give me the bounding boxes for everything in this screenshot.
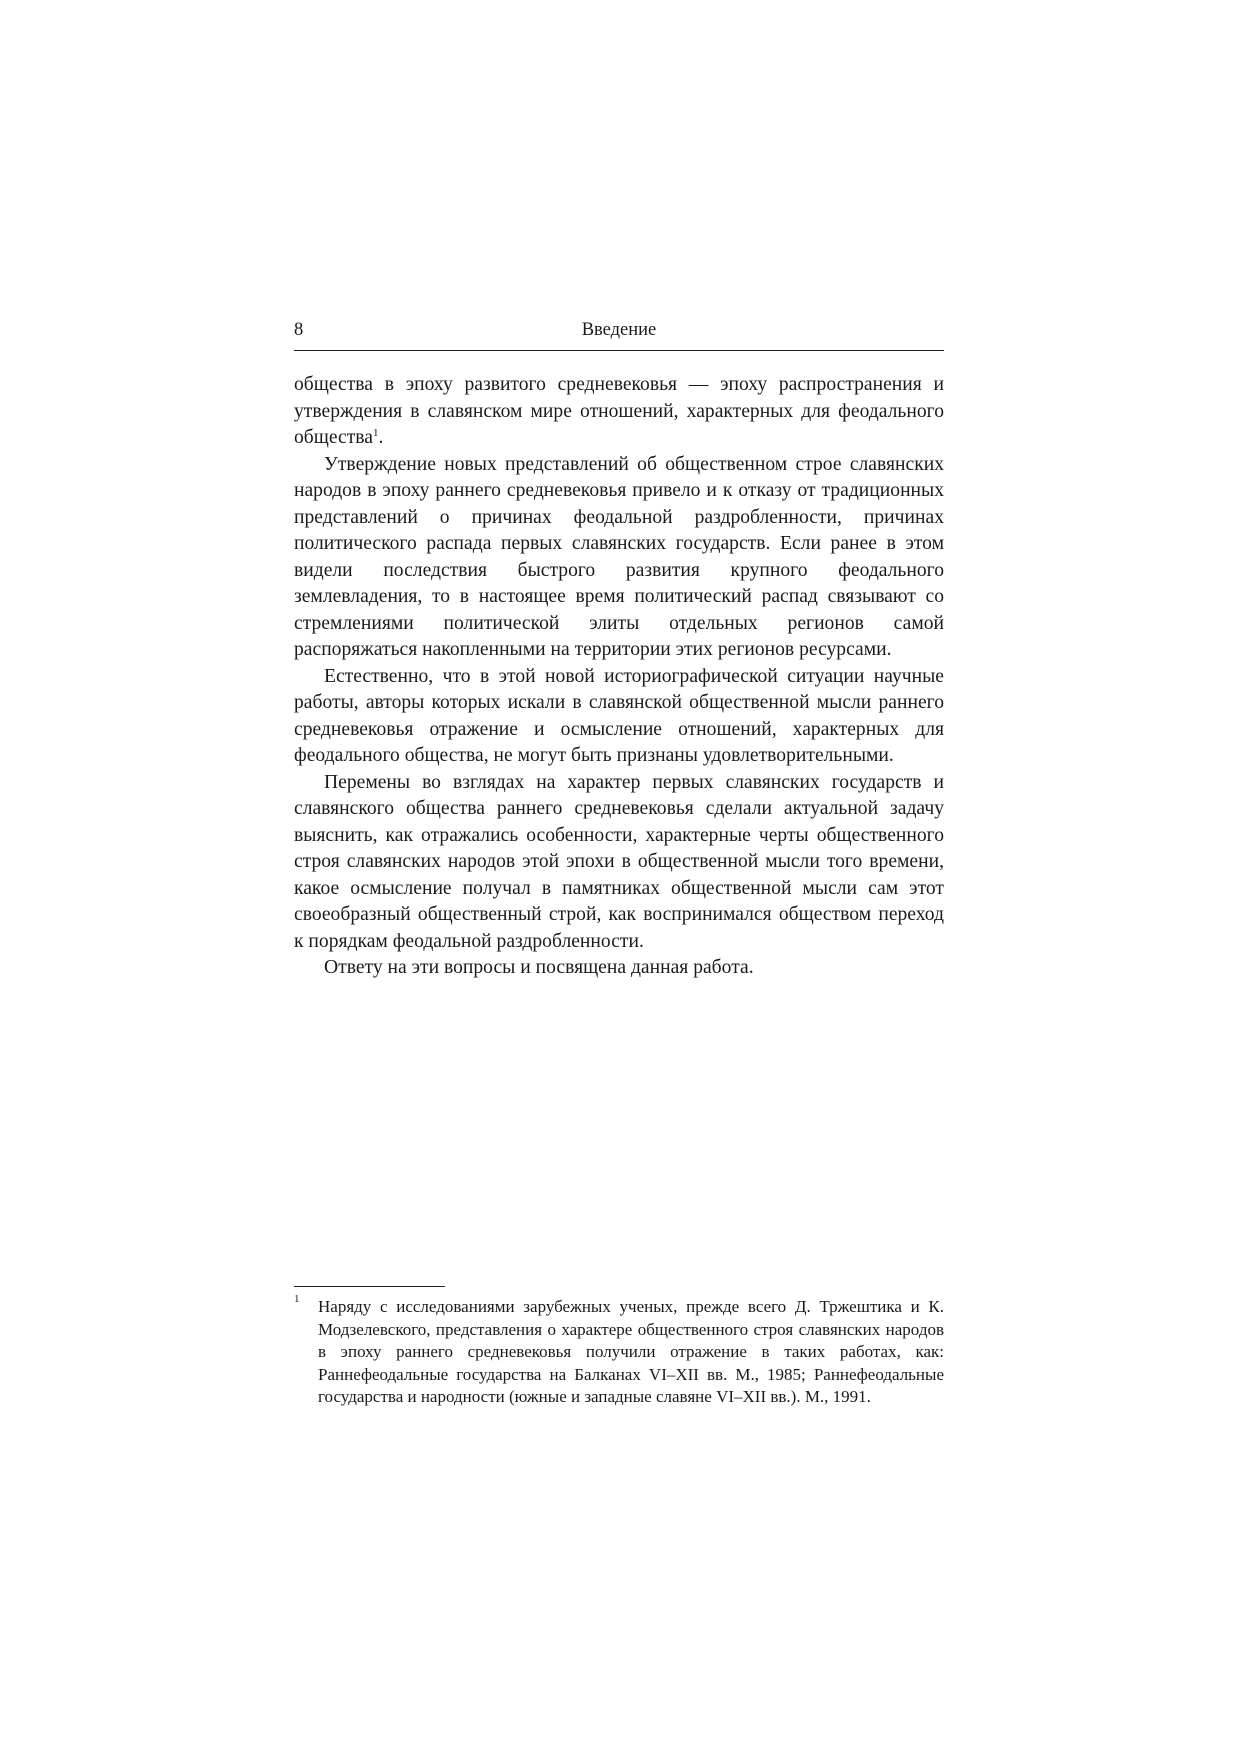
paragraph-5: Ответу на эти вопросы и посвящена данная работа. (324, 957, 754, 978)
paragraph-3: Естественно, что в этой новой историографической ситуации научные работы, авторы которых искали в славянской общественной мысли раннего средневековья отражение и осмысление отношений, характерных для феодального общества, не могут быть признаны удовлетворительными. (294, 665, 944, 766)
paragraph-2: Утверждение новых представлений об общественном строе славянских народов в эпоху раннего средневековья привело и к отказу от традиционных представлений о причинах феодальной раздробленности, причинах политического распада первых славянских государств. Если ранее в этом видели последствия быстрого развития крупного феодального землевладения, то в настоящее время политический распад связывают со стремлениями политической элиты отдельных регионов самой распоряжаться накопленными на территории этих регионов ресурсами. (294, 453, 944, 660)
paragraph-1-tail: . (378, 427, 384, 448)
body-text (294, 372, 944, 982)
running-title: Введение (581, 320, 657, 340)
page-content (294, 318, 944, 982)
paragraph-1-text: общества в эпоху развитого средневековья — эпоху распространения и утверждения в славянском мире отношений, характерных для феодального общества (294, 374, 944, 448)
footnote-reference: 1 (373, 427, 379, 439)
page-number: 8 (294, 320, 304, 340)
running-header (294, 318, 944, 351)
footnotes (294, 1286, 944, 1409)
footnote-text: Наряду с исследованиями зарубежных ученых, прежде всего Д. Тржештика и К. Модзелевского, представления о характере общественного строя славянских народов в эпоху раннего средневековья получили отражение в таких работах, как: Раннефеодальные государства на Балканах VI–XII вв. М., 1985; Раннефеодальные государства и народности (южные и западные славяне VI–XII вв.). М., 1991. (318, 1297, 944, 1406)
paragraph-1 (294, 372, 944, 452)
footnote-rule (294, 1286, 445, 1287)
footnote-mark: 1 (294, 1293, 300, 1305)
footnote-1 (294, 1293, 944, 1409)
paragraph-4: Перемены во взглядах на характер первых славянских государств и славянского общества раннего средневековья сделали актуальной задачу выяснить, как отражались особенности, характерные черты общественного строя славянских народов этой эпохи в общественной мысли того времени, какое осмысление получал в памятниках общественной мысли сам этот своеобразный общественный строй, как воспринимался обществом переход к порядкам феодальной раздробленности. (294, 771, 944, 952)
